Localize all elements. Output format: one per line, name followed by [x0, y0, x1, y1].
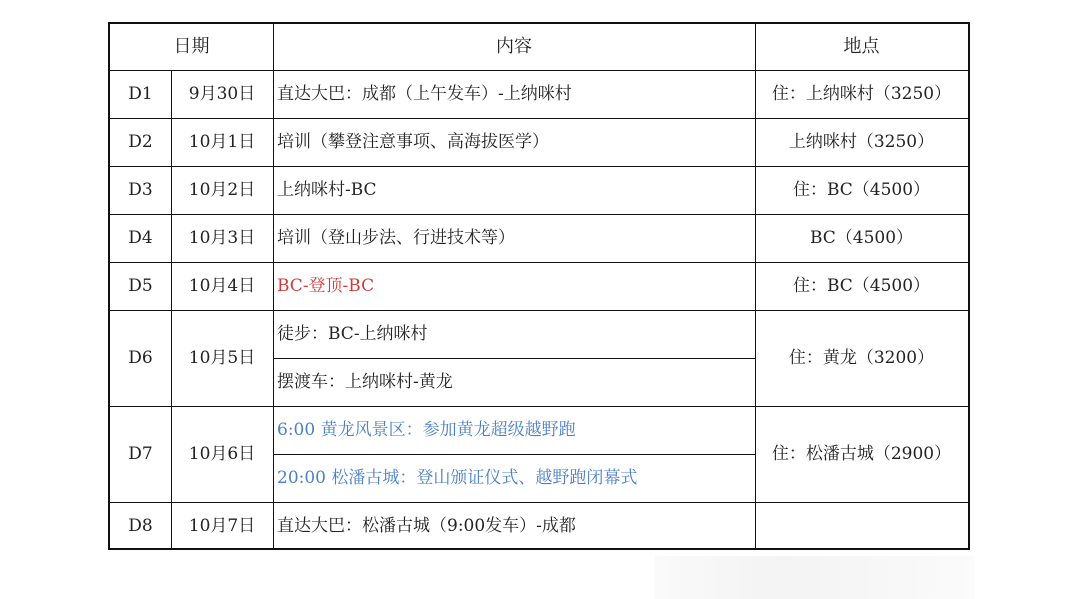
date-cell: 10月5日 [188, 347, 256, 368]
day-label: D8 [128, 515, 153, 536]
location-cell: 住：BC（4500） [792, 275, 931, 296]
day-label: D4 [128, 227, 153, 248]
location-cell: BC（4500） [809, 227, 914, 248]
date-cell: 10月4日 [188, 275, 256, 296]
day-label: D6 [128, 347, 153, 368]
location-cell: 住：松潘古城（2900） [771, 443, 952, 464]
day-label: D5 [128, 275, 153, 296]
content-cell: 直达大巴：松潘古城（9:00发车）-成都 [277, 515, 576, 536]
date-cell: 10月2日 [188, 179, 256, 200]
date-cell: 10月7日 [188, 515, 256, 536]
location-cell: 住：上纳咪村（3250） [771, 83, 952, 104]
content-cell: 摆渡车：上纳咪村-黄龙 [277, 371, 453, 392]
header-content: 内容 [496, 36, 532, 57]
date-cell: 10月3日 [188, 227, 256, 248]
itinerary-table [108, 22, 970, 550]
content-cell: 培训（攀登注意事项、高海拔医学） [277, 131, 549, 152]
day-label: D7 [128, 443, 153, 464]
content-cell: 培训（登山步法、行进技术等） [277, 227, 515, 248]
day-label: D2 [128, 131, 153, 152]
location-cell [755, 502, 968, 550]
header-location: 地点 [843, 36, 880, 57]
date-cell: 10月6日 [188, 443, 256, 464]
day-label: D1 [128, 83, 153, 104]
content-cell: 直达大巴：成都（上午发车）-上纳咪村 [277, 83, 572, 104]
date-cell: 9月30日 [188, 83, 256, 104]
content-cell-event: 20:00 松潘古城：登山颁证仪式、越野跑闭幕式 [277, 467, 638, 488]
date-cell: 10月1日 [188, 131, 256, 152]
location-cell: 住：BC（4500） [792, 179, 931, 200]
content-cell: 徒步：BC-上纳咪村 [277, 323, 428, 344]
header-date: 日期 [173, 36, 210, 57]
location-cell: 住：黄龙（3200） [788, 347, 935, 368]
day-label: D3 [128, 179, 153, 200]
faint-background-artifact [655, 556, 975, 599]
location-cell: 上纳咪村（3250） [788, 131, 935, 152]
content-cell-event: 6:00 黄龙风景区：参加黄龙超级越野跑 [277, 419, 576, 440]
content-cell: 上纳咪村-BC [277, 179, 377, 200]
content-cell-summit: BC-登顶-BC [277, 275, 375, 296]
